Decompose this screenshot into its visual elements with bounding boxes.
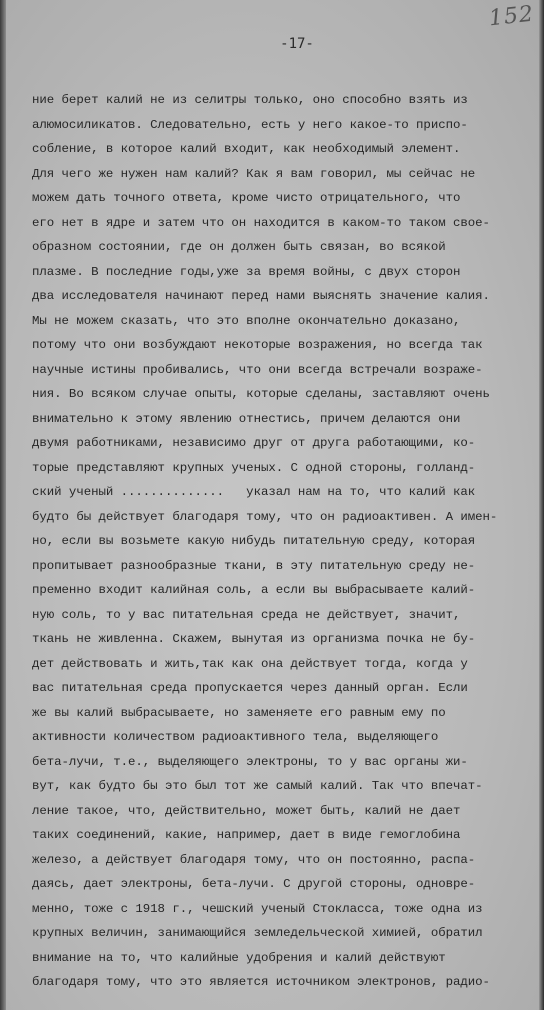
text-line: же вы калий выбрасываете, но заменяете его равным ему по xyxy=(32,705,446,720)
scan-left-edge xyxy=(0,0,6,1010)
text-line: вут, как будто бы это был тот же самый калий. Так что впечат- xyxy=(32,779,483,793)
typed-body-text xyxy=(32,88,536,995)
text-line: но, если вы возьмете какую нибудь питательную среду, которая xyxy=(32,534,476,548)
text-line: ление такое, что, действительно, может быть, калий не дает xyxy=(32,803,461,818)
text-line: дет действовать и жить,так как она действует тогда, когда у xyxy=(32,656,468,671)
text-line: ние берет калий не из селитры только, оно способно взять из xyxy=(32,93,468,107)
text-line: можем дать точного ответа, кроме чисто отрицательного, что xyxy=(32,191,461,205)
text-line: плазме. В последние годы,уже за время войны, с двух сторон xyxy=(32,264,461,279)
text-line: образном состоянии, где он должен быть связан, во всякой xyxy=(32,240,446,254)
text-line: будто бы действует благодаря тому, что он радиоактивен. А имен- xyxy=(32,509,498,524)
text-line: внимание на то, что калийные удобрения и калий действуют xyxy=(32,950,446,965)
text-line: ский ученый .............. указал нам на то, что калий как xyxy=(32,485,476,499)
page-number: -17- xyxy=(280,36,314,52)
text-line: ткань не живленна. Скажем, вынутая из организма почка не бу- xyxy=(32,632,476,646)
text-line: активности количеством радиоактивного тела, выделяющего xyxy=(32,730,439,744)
scan-right-edge xyxy=(539,0,544,1010)
text-line: два исследователя начинают перед нами выяснять значение калия. xyxy=(32,289,490,303)
text-line: железо, а действует благодаря тому, что он постоянно, распа- xyxy=(32,852,476,867)
text-line: ную соль, то у вас питательная среда не действует, значит, xyxy=(32,607,461,622)
handwritten-folio-number: 152 xyxy=(487,1,536,32)
text-line: пропитывает разнообразные ткани, в эту питательную среду не- xyxy=(32,558,476,573)
text-line: таких соединений, какие, например, дает в виде гемоглобина xyxy=(32,828,461,842)
text-line: двумя работниками, независимо друг от друга работающими, ко- xyxy=(32,436,476,450)
text-line: менно, тоже с 1918 г., чешский ученый Стокласса, тоже одна из xyxy=(32,901,483,916)
text-line: вас питательная среда пропускается через данный орган. Если xyxy=(32,681,468,695)
text-line: даясь, дает электроны, бета-лучи. С другой стороны, одновре- xyxy=(32,877,476,891)
text-line: ния. Во всяком случае опыты, которые сделаны, заставляют очень xyxy=(32,387,490,401)
text-line: Для чего же нужен нам калий? Как я вам говорил, мы сейчас не xyxy=(32,166,476,181)
text-line: благодаря тому, что это является источником электронов, радио- xyxy=(32,975,490,989)
text-line: пременно входит калийная соль, а если вы выбрасываете калий- xyxy=(32,583,476,597)
text-line: потому что они возбуждают некоторые возражения, но всегда так xyxy=(32,338,483,352)
text-line: торые представляют крупных ученых. С одной стороны, голланд- xyxy=(32,460,476,475)
text-line: крупных величин, занимающийся земледельческой химией, обратил xyxy=(32,926,483,940)
text-line: внимательно к этому явлению отнестись, причем делаются они xyxy=(32,411,461,426)
text-line: его нет в ядре и затем что он находится в каком-то таком свое- xyxy=(32,215,490,230)
text-line: Мы не можем сказать, что это вполне окончательно доказано, xyxy=(32,313,461,328)
text-line: собление, в которое калий входит, как необходимый элемент. xyxy=(32,142,461,156)
text-line: алюмосиликатов. Следовательно, есть у него какое-то приспо- xyxy=(32,117,468,132)
text-line: бета-лучи, т.е., выделяющего электроны, то у вас органы жи- xyxy=(32,754,468,769)
text-line: научные истины пробивались, что они всегда встречали возраже- xyxy=(32,362,483,377)
